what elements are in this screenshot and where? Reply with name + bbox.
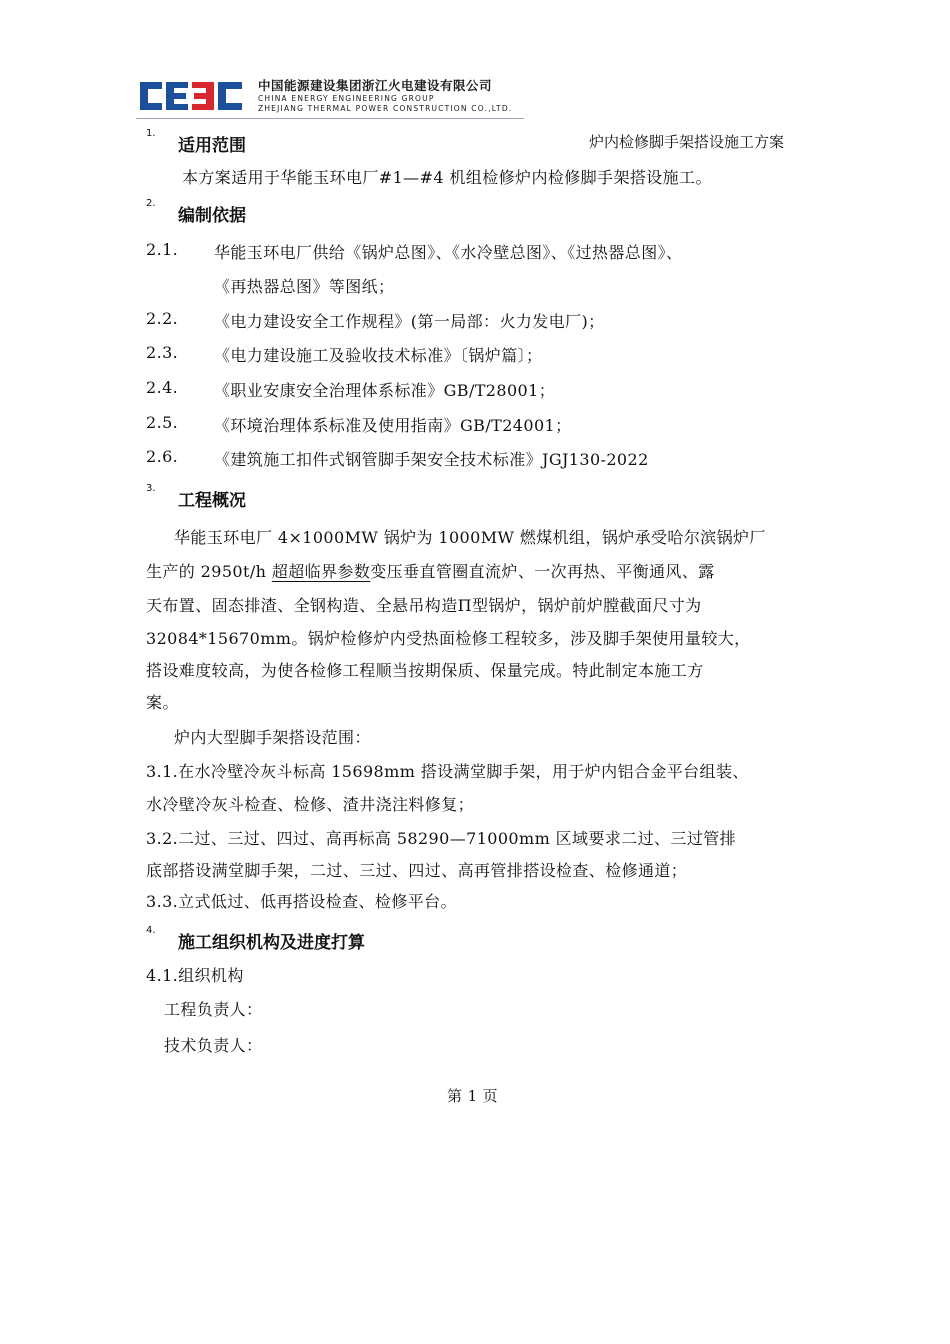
list-item: 3.2.二过、三过、四过、高再标高 58290—71000mm 区域要求二过、三过管排 <box>146 829 737 848</box>
section-2-title: 编制依据 <box>178 206 246 226</box>
list-item-number: 2.5. <box>146 413 179 432</box>
role-label: 工程负责人： <box>164 1000 263 1019</box>
list-item-text: 《电力建设安全工作规程》(第一局部：火力发电厂)； <box>214 312 605 331</box>
paragraph-line: 天布置、固态排渣、全钢构造、全悬吊构造Π型锅炉，锅炉前炉膛截面尺寸为 <box>146 596 702 615</box>
paragraph-line: 案。 <box>146 693 179 712</box>
section-3-title: 工程概况 <box>178 491 246 511</box>
list-item-text: 《环境治理体系标准及使用指南》GB/T24001； <box>214 416 572 435</box>
role-label: 技术负责人： <box>164 1036 263 1055</box>
section-1-body: 本方案适用于华能玉环电厂#1—#4 机组检修炉内检修脚手架搭设施工。 <box>182 168 712 187</box>
paragraph-segment: 生产的 2950t/h <box>146 562 272 581</box>
section-1-title: 适用范围 <box>178 136 246 156</box>
list-item: 底部搭设满堂脚手架，二过、三过、四过、高再管排搭设检查、检修通道； <box>146 861 688 880</box>
subsection-title: 4.1.组织机构 <box>146 966 244 985</box>
list-item-text: 《电力建设施工及验收技术标准》〔锅炉篇〕； <box>214 346 543 365</box>
list-item: 3.1.在水冷壁冷灰斗标高 15698mm 搭设满堂脚手架，用于炉内铝合金平台组装、 <box>146 762 749 781</box>
document-title: 炉内检修脚手架搭设施工方案 <box>589 133 785 151</box>
list-item-number: 2.1. <box>146 240 179 259</box>
list-item-text: 《建筑施工扣件式钢管脚手架安全技术标准》JGJ130-2022 <box>214 450 649 469</box>
paragraph-line: 炉内大型脚手架搭设范围： <box>174 728 371 747</box>
page-number: 第 1 页 <box>447 1087 499 1105</box>
company-name-cn: 中国能源建设集团浙江火电建设有限公司 <box>258 78 493 93</box>
underlined-term: 超超临界参数 <box>271 562 371 581</box>
paragraph-line: 搭设难度较高，为使各检修工程顺当按期保质、保量完成。特此制定本施工方 <box>146 661 704 680</box>
list-item: 3.3.立式低过、低再搭设检查、检修平台。 <box>146 892 457 911</box>
paragraph-segment: 变压垂直管圈直流炉、一次再热、平衡通风、露 <box>370 562 715 581</box>
ceec-logo-icon <box>136 76 248 116</box>
paragraph-line <box>146 559 715 582</box>
list-item-text: 《职业安康安全治理体系标准》GB/T28001； <box>214 381 556 400</box>
section-4-title: 施工组织机构及进度打算 <box>178 933 365 953</box>
company-name-en-line2: ZHEJIANG THERMAL POWER CONSTRUCTION CO.,LTD. <box>258 104 513 113</box>
list-item: 水冷壁冷灰斗检查、检修、渣井浇注料修复； <box>146 795 475 814</box>
list-item-number: 2.3. <box>146 343 179 362</box>
list-item-text: 华能玉环电厂供给《锅炉总图》、《水冷壁总图》、《过热器总图》、 <box>214 243 683 262</box>
section-4-number: 4. <box>146 925 156 936</box>
section-2-number: 2. <box>146 198 156 209</box>
paragraph-line: 32084*15670mm。锅炉检修炉内受热面检修工程较多，涉及脚手架使用量较大， <box>146 629 751 648</box>
list-item-number: 2.2. <box>146 309 179 328</box>
section-1-number: 1. <box>146 128 156 139</box>
paragraph-line: 华能玉环电厂 4×1000MW 锅炉为 1000MW 燃煤机组，锅炉承受哈尔滨锅炉厂 <box>174 528 766 547</box>
list-item-number: 2.6. <box>146 447 179 466</box>
company-logo <box>136 72 524 118</box>
section-3-number: 3. <box>146 483 156 494</box>
list-item-number: 2.4. <box>146 378 179 397</box>
company-name-en-line1: CHINA ENERGY ENGINEERING GROUP <box>258 94 435 103</box>
header-divider <box>136 118 524 119</box>
list-item-continuation: 《再热器总图》等图纸； <box>214 277 395 296</box>
